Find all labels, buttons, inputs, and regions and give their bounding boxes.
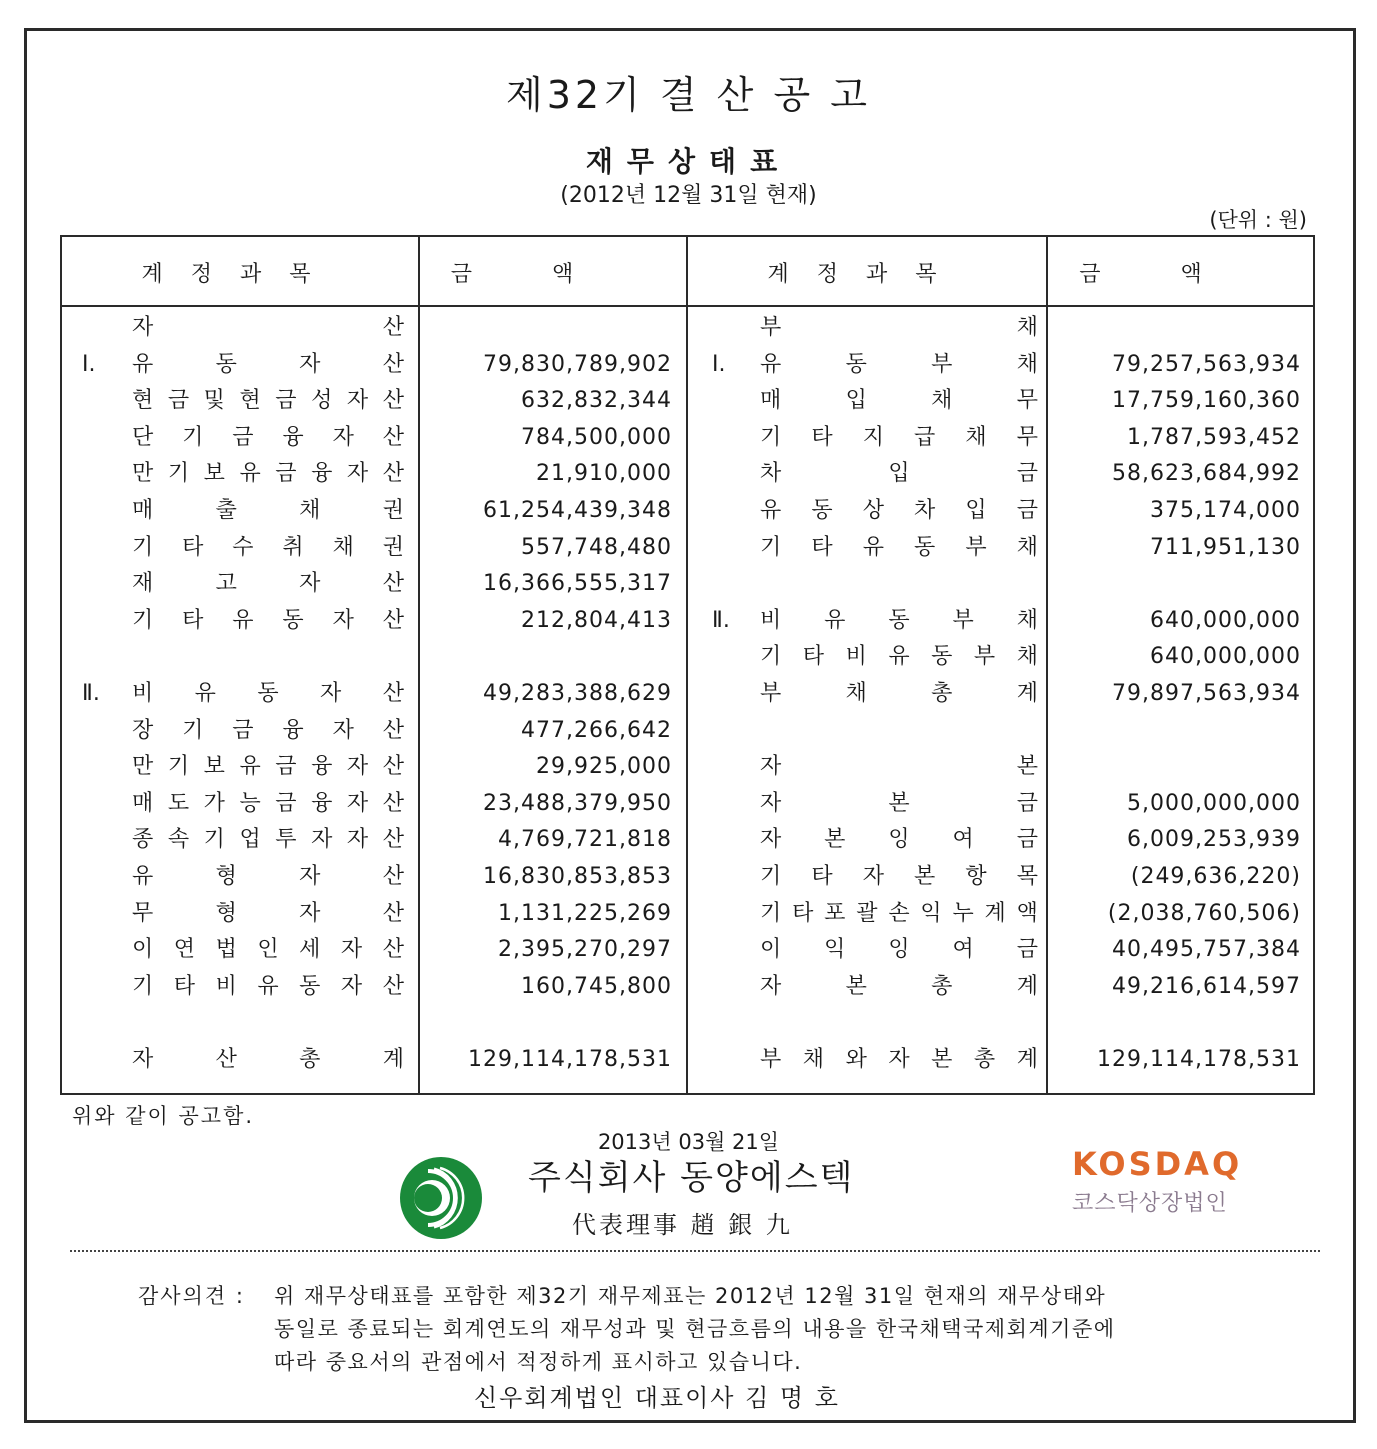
amount-value: 160,745,800 — [521, 973, 672, 999]
amount-value: 632,832,344 — [521, 388, 672, 414]
as-of-date: (2012년 12월 31일 현재) — [560, 183, 817, 208]
account-label: 기 타 지 급 채 무 — [760, 424, 1038, 450]
auditor-signature: 신우회계법인 대표이사 김 명 호 — [474, 1384, 840, 1412]
amount-value: 79,897,563,934 — [1112, 681, 1301, 706]
amount-value: 29,925,000 — [536, 754, 672, 780]
left-amount-header: 금액 — [450, 262, 654, 287]
notice-date: 2013년 03월 21일 — [597, 1130, 780, 1154]
amount-value: 40,495,757,384 — [1112, 937, 1301, 963]
right-account-header: 계정과목 — [767, 262, 965, 287]
amount-value: 21,910,000 — [536, 461, 672, 487]
kosdaq-logo: KOSDAQ — [1072, 1145, 1243, 1183]
company-name: 주식회사 동양에스텍 — [528, 1158, 855, 1198]
amount-value: (2,038,760,506) — [1107, 900, 1301, 926]
account-label: 기 타 비 유 동 부 채 — [760, 644, 1038, 670]
balance-sheet-table — [60, 235, 1315, 1095]
account-label: 단 기 금 융 자 산 — [132, 424, 404, 450]
account-label: 이 연 법 인 세 자 산 — [132, 937, 404, 963]
amount-value: 61,254,439,348 — [483, 498, 672, 523]
amount-value: 58,623,684,992 — [1112, 461, 1301, 487]
amount-value: 49,216,614,597 — [1112, 973, 1301, 999]
amount-value: 5,000,000,000 — [1127, 790, 1301, 816]
account-label: 기 타 유 동 자 산 — [132, 607, 404, 633]
account-label: 만 기 보 유 금 융 자 산 — [132, 754, 404, 780]
amount-value: 17,759,160,360 — [1112, 388, 1301, 414]
account-label: 비 유 동 부 채 — [760, 607, 1038, 633]
account-label: 유 동 부 채 — [760, 351, 1038, 377]
account-label: 부 채 — [760, 315, 1038, 340]
account-label: 매 출 채 권 — [132, 498, 404, 523]
section-numeral: Ⅱ. — [82, 681, 100, 706]
account-label: 부 채 와 자 본 총 계 — [760, 1047, 1038, 1072]
account-label: 비 유 동 자 산 — [132, 681, 404, 706]
account-label: 자 본 잉 여 금 — [760, 827, 1038, 853]
unit-label: (단위 : 원) — [1209, 208, 1307, 232]
account-label: 기 타 자 본 항 목 — [760, 864, 1038, 889]
statement-title: 재무상태표 — [585, 145, 792, 178]
account-label: 기 타 수 취 채 권 — [132, 534, 404, 560]
amount-value: 711,951,130 — [1150, 534, 1301, 560]
account-label: 장 기 금 융 자 산 — [132, 717, 404, 743]
amount-value: 375,174,000 — [1150, 498, 1301, 523]
audit-opinion-line: 따라 중요서의 관점에서 적정하게 표시하고 있습니다. — [274, 1350, 803, 1374]
account-label: 매 도 가 능 금 융 자 산 — [132, 790, 404, 816]
header-divider — [62, 305, 1313, 307]
account-label: 자 본 총 계 — [760, 973, 1038, 999]
account-label: 자 산 — [132, 315, 404, 340]
amount-value: 557,748,480 — [521, 534, 672, 560]
amount-value: 4,769,721,818 — [498, 827, 672, 853]
amount-value: 6,009,253,939 — [1127, 827, 1301, 853]
amount-value: 640,000,000 — [1150, 644, 1301, 670]
account-label: 기 타 유 동 부 채 — [760, 534, 1038, 560]
section-numeral: Ⅰ. — [712, 351, 726, 377]
amount-value: 129,114,178,531 — [468, 1047, 672, 1072]
account-label: 기 타 포 괄 손 익 누 계 액 — [760, 900, 1038, 926]
notice-text: 위와 같이 공고함. — [72, 1104, 255, 1128]
account-label: 부 채 총 계 — [760, 681, 1038, 706]
amount-value: 23,488,379,950 — [483, 790, 672, 816]
amount-value: 79,830,789,902 — [483, 351, 672, 377]
amount-value: 784,500,000 — [521, 424, 672, 450]
account-label: 자 본 금 — [760, 790, 1038, 816]
account-label: 무 형 자 산 — [132, 900, 404, 926]
notice-title: 제32기 결 산 공 고 — [506, 73, 871, 117]
amount-value: 212,804,413 — [521, 607, 672, 633]
amount-value: 79,257,563,934 — [1112, 351, 1301, 377]
account-label: 재 고 자 산 — [132, 571, 404, 597]
amount-value: 640,000,000 — [1150, 607, 1301, 633]
right-amount-header: 금액 — [1079, 262, 1282, 287]
audit-opinion-line: 위 재무상태표를 포함한 제32기 재무제표는 2012년 12월 31일 현재의 재무상태와 — [274, 1284, 1107, 1308]
company-logo-icon — [398, 1155, 484, 1241]
account-label: 자 산 총 계 — [132, 1047, 404, 1072]
left-account-header: 계정과목 — [141, 262, 339, 287]
amount-value: 477,266,642 — [521, 717, 672, 743]
amount-value: 16,830,853,853 — [483, 864, 672, 889]
amount-value: 2,395,270,297 — [498, 937, 672, 963]
account-label: 유 형 자 산 — [132, 864, 404, 889]
kosdaq-subtitle: 코스닥상장법인 — [1072, 1191, 1228, 1216]
amount-value: 49,283,388,629 — [483, 681, 672, 706]
account-label: 기 타 비 유 동 자 산 — [132, 973, 404, 999]
account-label: 매 입 채 무 — [760, 388, 1038, 414]
account-label: 유 동 상 차 입 금 — [760, 498, 1038, 523]
account-label: 유 동 자 산 — [132, 351, 404, 377]
dotted-divider — [70, 1250, 1320, 1252]
account-label: 자 본 — [760, 754, 1038, 780]
amount-value: (249,636,220) — [1130, 864, 1301, 889]
amount-value: 1,131,225,269 — [498, 900, 672, 926]
amount-value: 16,366,555,317 — [483, 571, 672, 597]
amount-value: 129,114,178,531 — [1097, 1047, 1301, 1072]
audit-opinion-line: 동일로 종료되는 회계연도의 재무성과 및 현금흐름의 내용을 한국채택국제회계기준에 — [274, 1317, 1116, 1341]
audit-opinion-label: 감사의견 : — [138, 1284, 245, 1308]
account-label: 차 입 금 — [760, 461, 1038, 487]
account-label: 현 금 및 현 금 성 자 산 — [132, 388, 404, 414]
account-label: 이 익 잉 여 금 — [760, 937, 1038, 963]
ceo-name: 代表理事 趙 銀 九 — [572, 1211, 793, 1239]
amount-value: 1,787,593,452 — [1127, 424, 1301, 450]
account-label: 만 기 보 유 금 융 자 산 — [132, 461, 404, 487]
section-numeral: Ⅱ. — [712, 607, 730, 633]
account-label: 종 속 기 업 투 자 자 산 — [132, 827, 404, 853]
section-numeral: Ⅰ. — [82, 351, 96, 377]
divider — [686, 237, 688, 1093]
